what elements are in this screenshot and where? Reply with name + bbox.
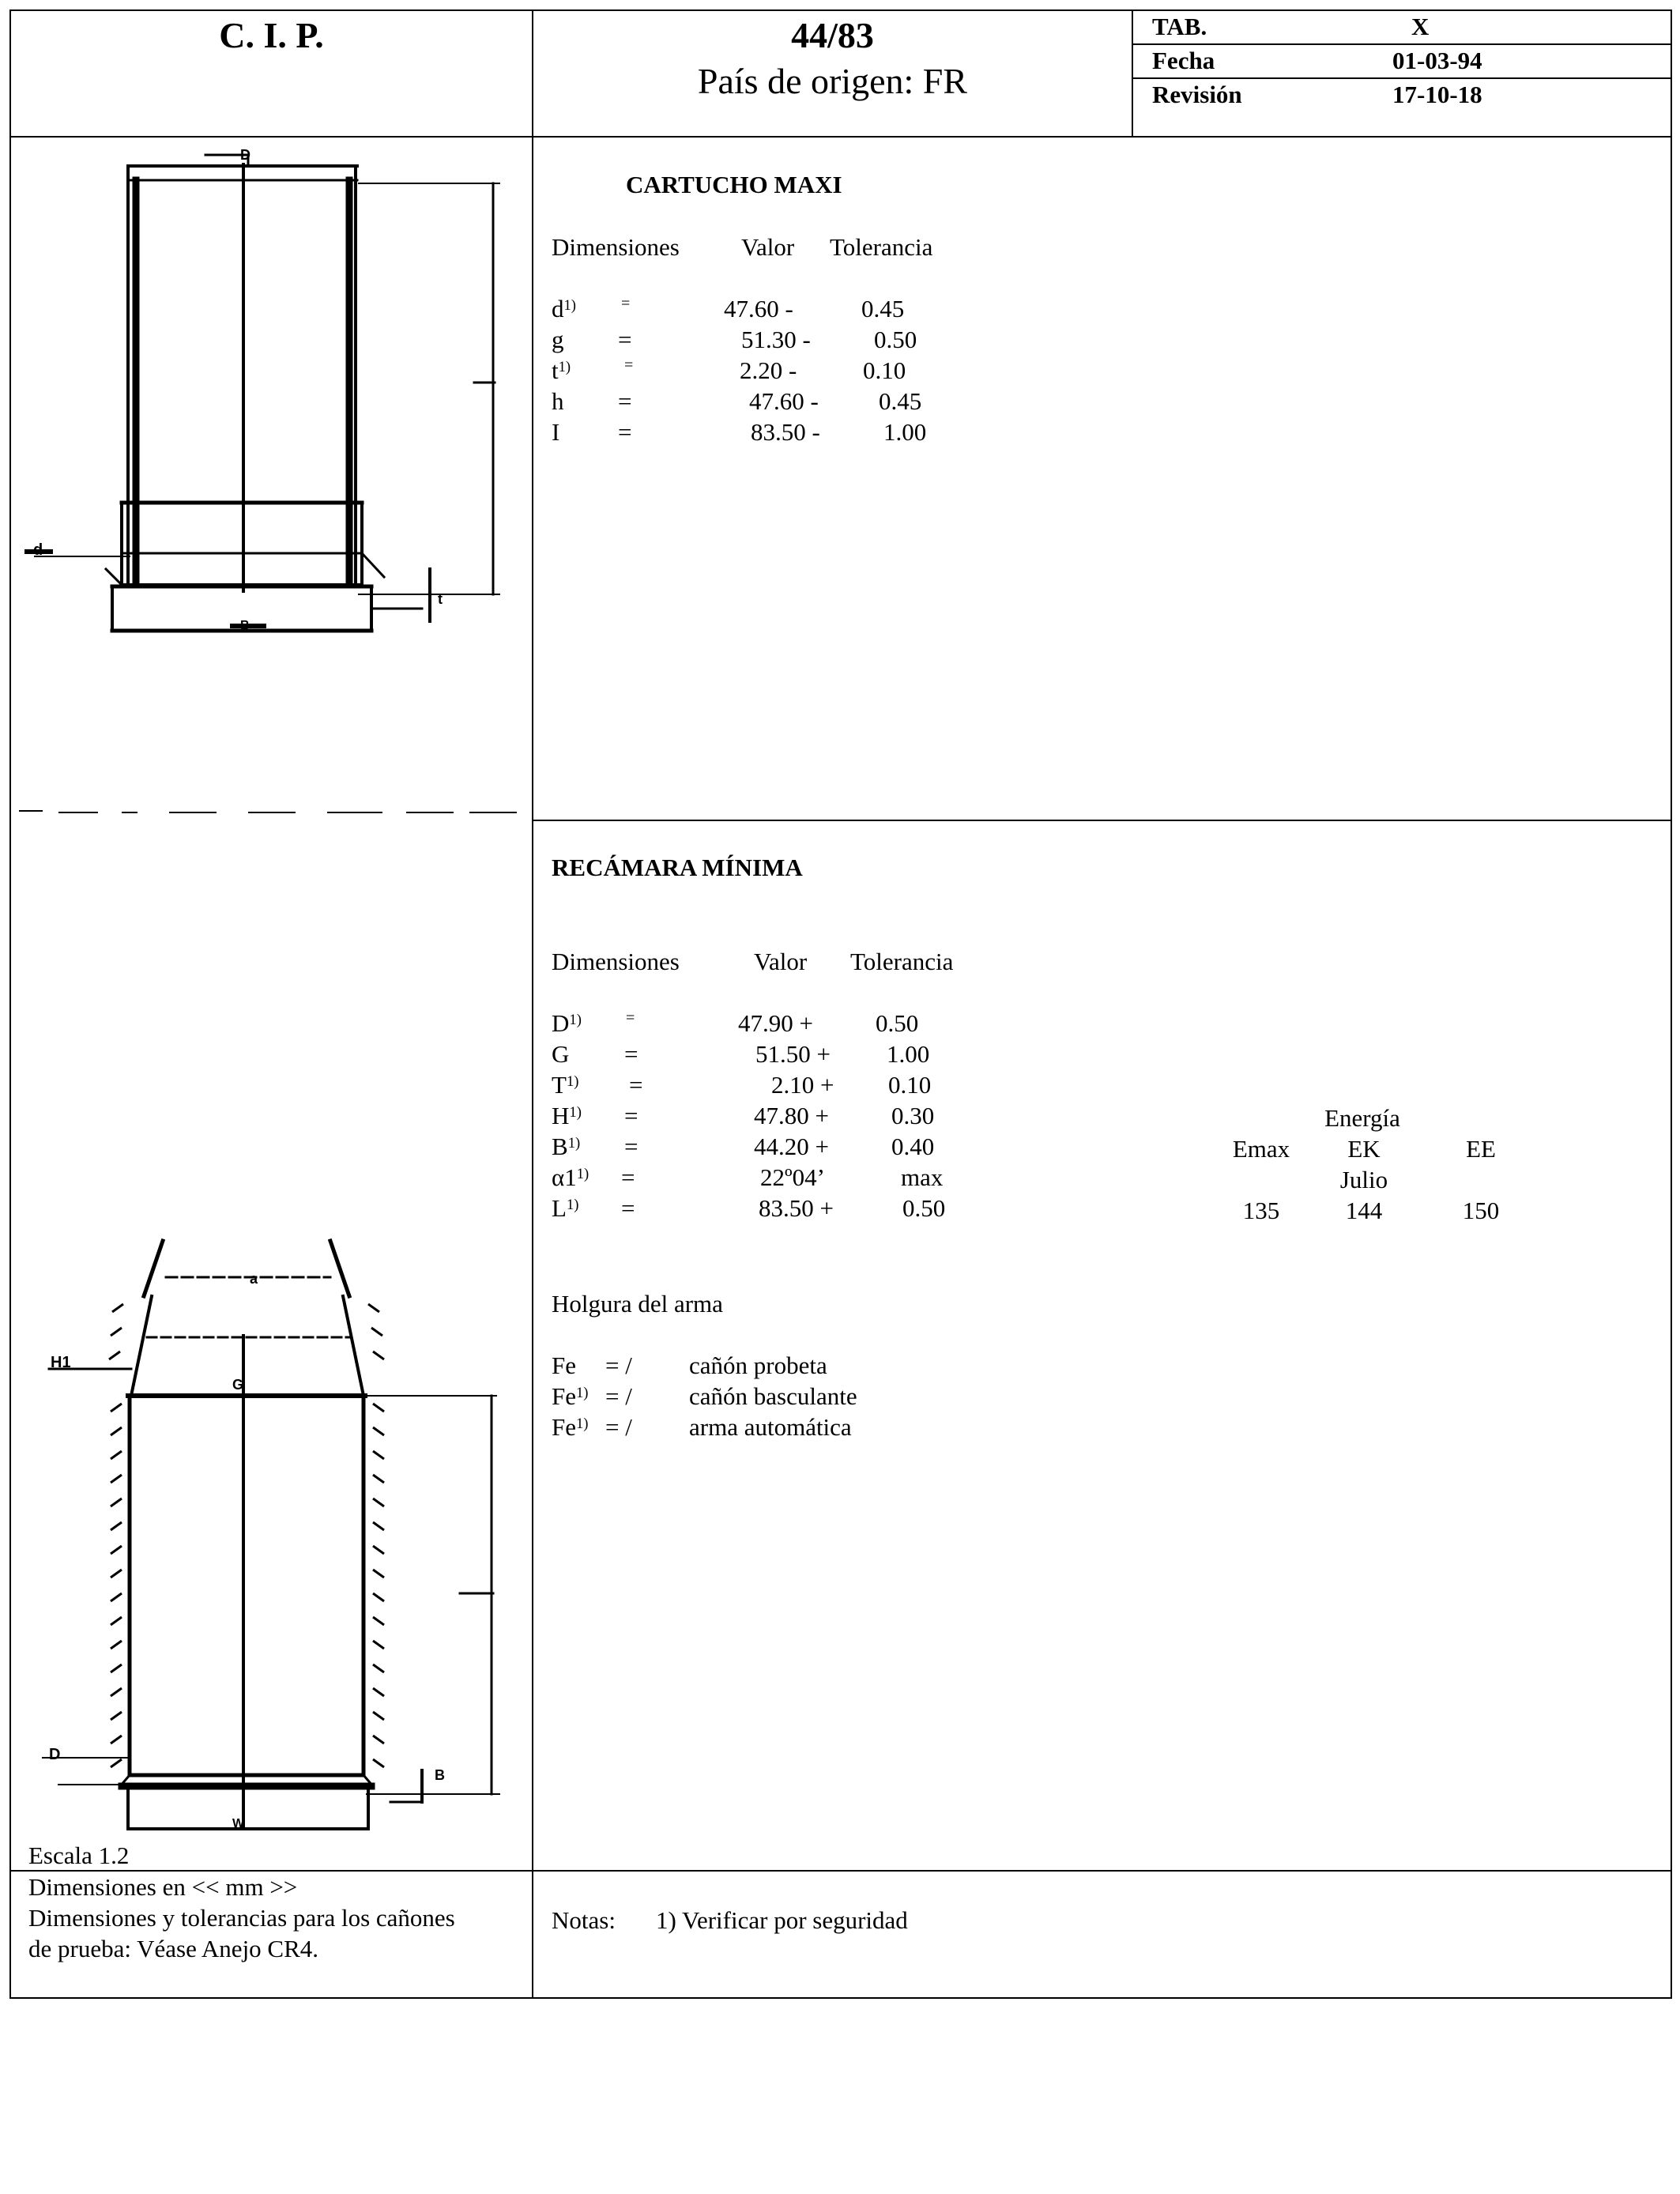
cartridge-dim-eq: = (618, 418, 632, 446)
clearance-desc: cañón probeta (689, 1351, 827, 1379)
cartridge-dim-eq: = (618, 326, 632, 353)
notes-text: 1) Verificar por seguridad (656, 1906, 908, 1934)
tab-value: X (1411, 13, 1430, 40)
cartridge-dim-eq: = (618, 387, 632, 415)
cartridge-crop-marks (19, 811, 517, 812)
energy-ee-header: EE (1466, 1135, 1496, 1163)
energy-emax-header: Emax (1232, 1135, 1290, 1163)
tab-label: TAB. (1152, 13, 1207, 40)
energy-emax-value: 135 (1242, 1197, 1280, 1224)
chamber-dim-tolerance: 0.40 (891, 1133, 935, 1160)
chamber-drawing-label-g: G (232, 1377, 244, 1393)
chamber-dim-tolerance: 0.30 (891, 1102, 935, 1129)
chamber-dim-value: 83.50 + (759, 1194, 834, 1222)
cartridge-title: CARTUCHO MAXI (626, 171, 842, 198)
cartridge-drawing (11, 142, 531, 822)
chamber-col-value: Valor (754, 948, 808, 975)
main-column-divider (532, 9, 533, 1999)
energy-ee-value: 150 (1462, 1197, 1500, 1224)
cartridge-col-tolerance: Tolerancia (830, 233, 933, 261)
cartridge-col-value: Valor (741, 233, 795, 261)
cartridge-dim-tolerance: 0.50 (874, 326, 917, 353)
chamber-dim-eq: = (621, 1194, 635, 1222)
chamber-col-dimensions: Dimensiones (552, 948, 680, 975)
cartridge-dim-value: 2.20 - (740, 356, 797, 384)
chamber-dim-symbol: $L^{1)}$ (552, 1194, 579, 1222)
cartridge-dim-symbol: h (552, 387, 564, 415)
cartridge-dim-value: 47.60 - (749, 387, 819, 415)
chamber-col-tolerance: Tolerancia (850, 948, 954, 975)
chamber-dim-symbol: α1$^{1)}$ (552, 1163, 590, 1191)
chamber-dim-tolerance: max (901, 1163, 944, 1191)
cartridge-col-dimensions: Dimensiones (552, 233, 680, 261)
clearance-title: Holgura del arma (552, 1290, 723, 1318)
chamber-outline (43, 1241, 499, 1829)
energy-ek-header: EK (1347, 1135, 1381, 1163)
chamber-dim-value: 22º04’ (760, 1163, 825, 1191)
cartridge-dim-tolerance: 0.10 (863, 356, 906, 384)
chamber-dim-tolerance: 0.10 (888, 1071, 932, 1099)
chamber-dim-tolerance: 1.00 (887, 1040, 930, 1068)
chamber-drawing (11, 1217, 531, 1849)
clearance-symbol: Fe (552, 1351, 576, 1379)
cartridge-dim-symbol: g (552, 326, 564, 353)
chamber-dim-eq: = (624, 1040, 638, 1068)
cartridge-dim-tolerance: 0.45 (879, 387, 922, 415)
chamber-dim-tolerance: 0.50 (876, 1009, 919, 1037)
chamber-dim-symbol: $H^{1)}$ (552, 1102, 582, 1129)
test-barrel-note-line2: de prueba: Véase Anejo CR4. (28, 1935, 319, 1962)
chamber-dim-symbol: G (552, 1040, 570, 1068)
chamber-dim-eq: = (629, 1071, 643, 1099)
cartridge-dim-symbol: $t^{1)}$ (552, 356, 571, 384)
tab-row-line-2 (1132, 77, 1672, 79)
chamber-dim-eq: = (621, 1163, 635, 1191)
chamber-dim-symbol: $T^{1)}$ (552, 1071, 579, 1099)
test-barrel-note-line1: Dimensiones y tolerancias para los cañones (28, 1904, 455, 1932)
document-number: 44/83 (791, 15, 874, 55)
chamber-drawing-label-t: B (435, 1767, 445, 1783)
cartridge-drawing-label-bottom: B (240, 619, 250, 632)
clearance-eq: = / (605, 1413, 632, 1441)
cartridge-dim-tolerance: 0.45 (861, 295, 905, 322)
chamber-dim-tolerance: 0.50 (902, 1194, 946, 1222)
chamber-dim-eq: = (624, 1133, 638, 1160)
chamber-drawing-label-w: W (232, 1817, 245, 1830)
org-title: C. I. P. (219, 15, 324, 55)
chamber-drawing-label-h: H1 (51, 1354, 71, 1371)
border-bottom (9, 1997, 1672, 1999)
cartridge-dim-value: 83.50 - (751, 418, 820, 446)
cartridge-dim-eq: = (621, 295, 631, 312)
tab-row-line-1 (1132, 43, 1672, 45)
cartridge-dim-eq: = (624, 356, 634, 374)
cartridge-drawing-label-right: t (438, 591, 443, 607)
chamber-dim-eq: = (626, 1009, 635, 1027)
chamber-drawing-label-d: D (49, 1746, 61, 1763)
country-of-origin: País de origen: FR (697, 61, 968, 101)
cartridge-drawing-label-top: D (240, 147, 250, 163)
cartridge-dim-value: 51.30 - (741, 326, 811, 353)
border-top (9, 9, 1672, 11)
notes-label: Notas: (552, 1906, 616, 1934)
chamber-title: RECÁMARA MÍNIMA (552, 854, 803, 881)
energy-title: Energía (1324, 1104, 1400, 1132)
chamber-dim-value: 44.20 + (754, 1133, 829, 1160)
cartridge-drawing-label-left: d (33, 541, 43, 559)
chamber-drawing-label-top: a (250, 1271, 258, 1287)
chamber-dim-value: 47.80 + (754, 1102, 829, 1129)
clearance-eq: = / (605, 1382, 632, 1410)
tab-column-divider (1132, 9, 1133, 138)
units-label: Dimensiones en << mm >> (28, 1873, 298, 1901)
revision-value: 17-10-18 (1392, 81, 1482, 108)
clearance-symbol: Fe$^{1)}$ (552, 1413, 589, 1441)
revision-label: Revisión (1152, 81, 1242, 108)
cartridge-dim-symbol: I (552, 418, 560, 446)
chamber-dim-eq: = (624, 1102, 638, 1129)
chamber-dim-symbol: $B^{1)}$ (552, 1133, 581, 1160)
cartridge-outline (27, 155, 499, 631)
scale-label: Escala 1.2 (28, 1842, 130, 1869)
fecha-label: Fecha (1152, 47, 1215, 74)
section-divider (532, 820, 1672, 821)
chamber-hatching (109, 1304, 384, 1767)
cartridge-dim-tolerance: 1.00 (883, 418, 927, 446)
chamber-dim-value: 2.10 + (771, 1071, 834, 1099)
chamber-dim-value: 47.90 + (738, 1009, 813, 1037)
border-right (1671, 9, 1672, 1999)
chamber-dim-symbol: $D^{1)}$ (552, 1009, 582, 1037)
cartridge-dim-symbol: $d^{1)}$ (552, 295, 576, 322)
clearance-eq: = / (605, 1351, 632, 1379)
fecha-value: 01-03-94 (1392, 47, 1482, 74)
footer-divider (9, 1870, 1672, 1872)
energy-unit: Julio (1339, 1166, 1388, 1193)
cartridge-dim-value: 47.60 - (724, 295, 793, 322)
clearance-symbol: Fe$^{1)}$ (552, 1382, 589, 1410)
energy-ek-value: 144 (1345, 1197, 1383, 1224)
clearance-desc: cañón basculante (689, 1382, 857, 1410)
header-divider (9, 136, 1672, 138)
clearance-desc: arma automática (689, 1413, 852, 1441)
chamber-dim-value: 51.50 + (755, 1040, 831, 1068)
